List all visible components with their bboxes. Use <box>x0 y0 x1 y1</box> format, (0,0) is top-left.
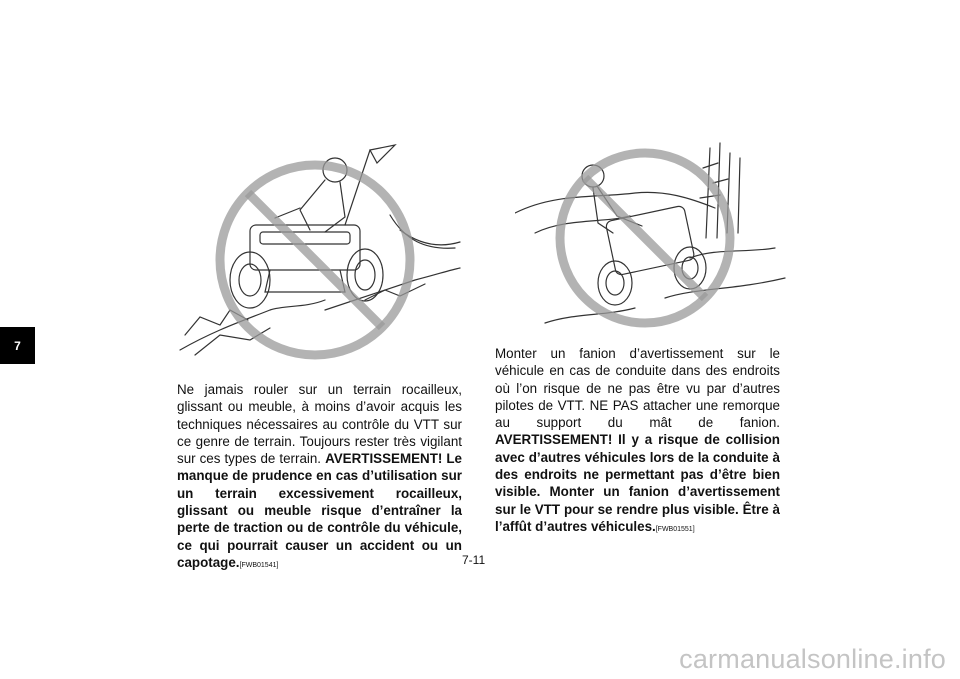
left-warning-code: [FWB01541] <box>239 561 279 569</box>
left-column-text <box>177 381 462 574</box>
chapter-tab <box>0 327 35 364</box>
atv-rocky-terrain-prohibited-icon <box>175 130 465 365</box>
page-number: 7-11 <box>462 553 486 567</box>
left-body-text: Ne jamais rouler sur un terrain rocailleux, glissant ou meuble, à moins d’avoir acquis les techniques nécessaires au contrôle du VTT sur ce genre de terrain. Toujours rester très vigilant sur ces types de terrain. <box>177 382 462 467</box>
left-warning-text: AVERTISSEMENT! Le manque de prudence en cas d’utilisation sur un terrain excessivement rocailleux, glissant ou meuble risque d’entraîner la perte de traction ou de contrôle du véhicule, ce qui pourrait causer un accident ou un capotage. <box>177 451 462 570</box>
atv-hill-no-flag-prohibited-icon <box>515 138 790 333</box>
right-body-text: Monter un fanion d’avertissement sur le véhicule en cas de conduite dans des endroits où l’on risque de ne pas être vu par d’autres pilotes de VTT. NE PAS attacher une remorque au support du mât de fanion. <box>495 346 780 431</box>
chapter-tab-label: 7 <box>14 338 21 353</box>
watermark-link[interactable]: carmanualsonline.info <box>679 644 946 674</box>
right-warning-code: [FWB01551] <box>655 525 695 533</box>
right-column-text <box>495 345 780 538</box>
right-warning-text: AVERTISSEMENT! Il y a risque de collision avec d’autres véhicules lors de la conduite à des endroits ne permettant pas d’être bien visible. Monter un fanion d’avertissement sur le VTT pour se rendre plus visible. Être à l’affût d’autres véhicules. <box>495 432 780 534</box>
